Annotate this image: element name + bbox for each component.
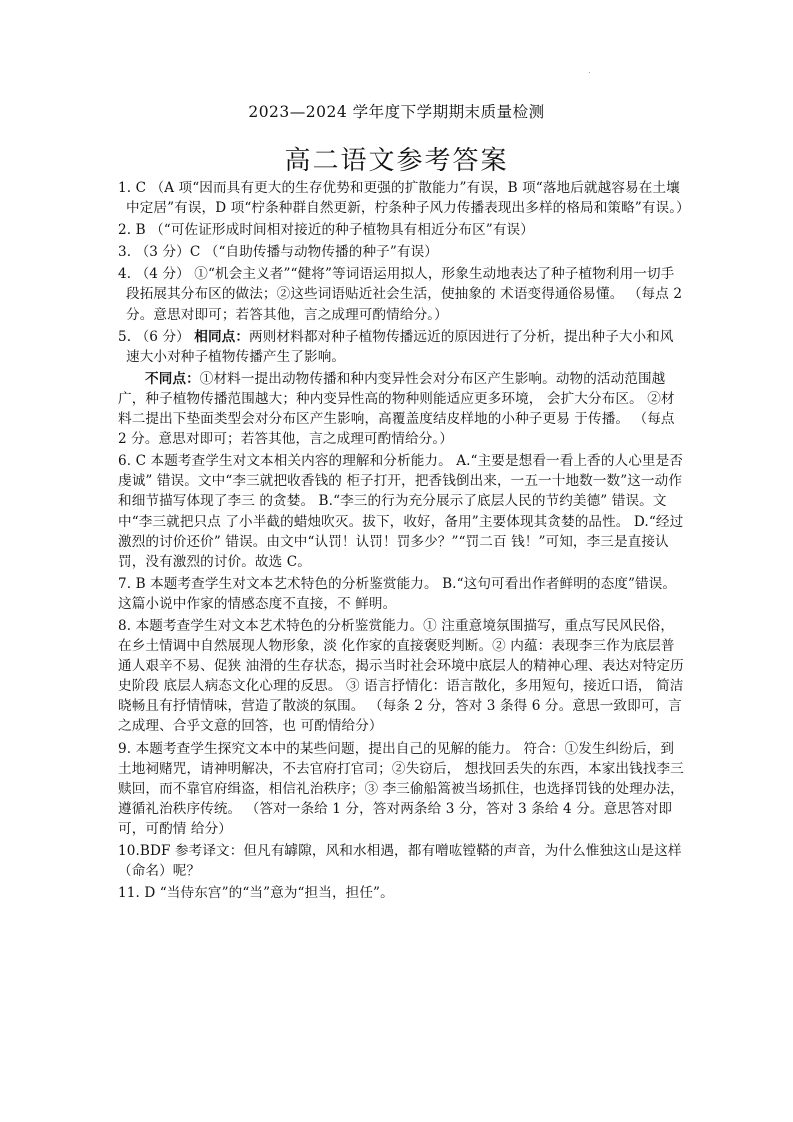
answer-9: 9. 本题考查学生探究文本中的某些问题，提出自己的见解的能力。 符合：①发生纠纷后，到土地祠赌咒，请神明解决，不去官府打官司；②失窃后， 想找回丢失的东西，本家出钱找李三赎回，而不靠官府缉盗，相信礼治秩序；③ 李三偷船篙被当场抓住，也选择罚钱的处理办法，遵循礼治秩序传统。 （答对一条给 1 分，答对两条给 3 分，答对 3 条给 4 分。意思答对即可，可酌情 给分） — [118, 740, 684, 837]
document-title: 高二语文参考答案 — [284, 146, 509, 176]
answer-10: 10.BDF 参考译文：但凡有罅隙，风和水相遇，都有噌吰镗鞳的声音，为什么惟独这山是这样（命名）呢？ — [118, 843, 682, 880]
answer-list — [118, 178, 690, 903]
answer-6: 6. C 本题考查学生对文本相关内容的理解和分析能力。 A.“主要是想看一看上香的人心里是否虔诚” 错误。文中“李三就把收香钱的 柜子打开，把香钱倒出来，一五一十地数一数”这一动作和细节描写体现了李三 的贪婪。 B.“李三的行为充分展示了底层人民的节约美德” 错误。文中“李三就把只点 了小半截的蜡烛吹灭。拔下，收好，备用”主要体现其贪婪的品性。 D.“经过激烈的讨价还价” 错误。由文中“认罚！认罚！罚多少？”“罚二百 钱！”可知，李三是直接认罚，没有激烈的讨价。故选 C。 — [118, 453, 684, 570]
answer-4: 4. （4 分） ①“机会主义者”“健将”等词语运用拟人，形象生动地表达了种子植物利用一切手段拓展其分布区的做法；②这些词语贴近社会生活，使抽象的 术语变得通俗易懂。 （每点 2 分。意思对即可；若答其他，言之成理可酌情给分。） — [118, 266, 683, 323]
answer-8: 8. 本题考查学生对文本艺术特色的分析鉴赏能力。① 注重意境氛围描写，重点写民风民俗，在乡土情调中自然展现人物形象，淡 化作家的直接褒贬判断。② 内蕴：表现李三作为底层普通人艰辛不易、促狭 油滑的生存状态，揭示当时社会环境中底层人的精神心理、表达对特定历史阶段 底层人病态文化心理的反思。 ③ 语言抒情化：语言散化，多用短句，接近口语， 简洁晓畅且有抒情情味，营造了散淡的氛围。 （每条 2 分，答对 3 条得 6 分。意思一致即可，言之成理、合乎文意的回答，也 可酌情给分） — [118, 617, 684, 735]
differences-text: ①材料一提出动物传播和种内变异性会对分布区产生影响。动物的活动范围越广，种子植物传播范围越大；种内变异性高的物种则能适应更多环境， 会扩大分布区。 ②材料二提出下垫面类型会对分布区产生影响，高覆盖度结皮样地的小种子更易 于传播。 （每点 2 分。意思对即可；若答其他，言之成理可酌情给分。） — [118, 370, 675, 448]
similarities-text: 两则材料都对种子植物传播远近的原因进行了分析，提出种子大小和风速大小对种子植物传播产生了影响。 — [126, 328, 674, 365]
answer-1: 1. C （A 项“因而具有更大的生存优势和更强的扩散能力”有误，B 项“落地后就越容易在土壤中定居”有误，D 项“柠条种群自然更新，柠条种子风力传播表现出多样的格局和策略”有误。） — [118, 180, 690, 217]
corner-dot: . — [588, 66, 591, 76]
exam-subtitle: 2023—2024 学年度下学期期末质量检测 — [248, 103, 545, 121]
answer-11: 11. D “当侍东宫”的“当”意为“担当，担任”。 — [118, 885, 394, 902]
answer-7: 7. B 本题考查学生对文本艺术特色的分析鉴赏能力。 B.“这句可看出作者鲜明的态度”错误。这篇小说中作家的情感态度不直接，不 鲜明。 — [118, 575, 677, 612]
answer-3: 3. （3 分）C （“自助传播与动物传播的种子”有误） — [118, 244, 438, 261]
answer-5-differences — [118, 369, 684, 449]
differences-label: 不同点： — [145, 370, 200, 387]
answer-5-similarities — [118, 327, 684, 367]
answer-5-prefix: 5. （6 分） — [118, 328, 195, 345]
answer-2: 2. B （“可佐证形成时间相对接近的种子植物具有相近分布区”有误） — [118, 222, 534, 239]
similarities-label: 相同点： — [194, 328, 250, 345]
